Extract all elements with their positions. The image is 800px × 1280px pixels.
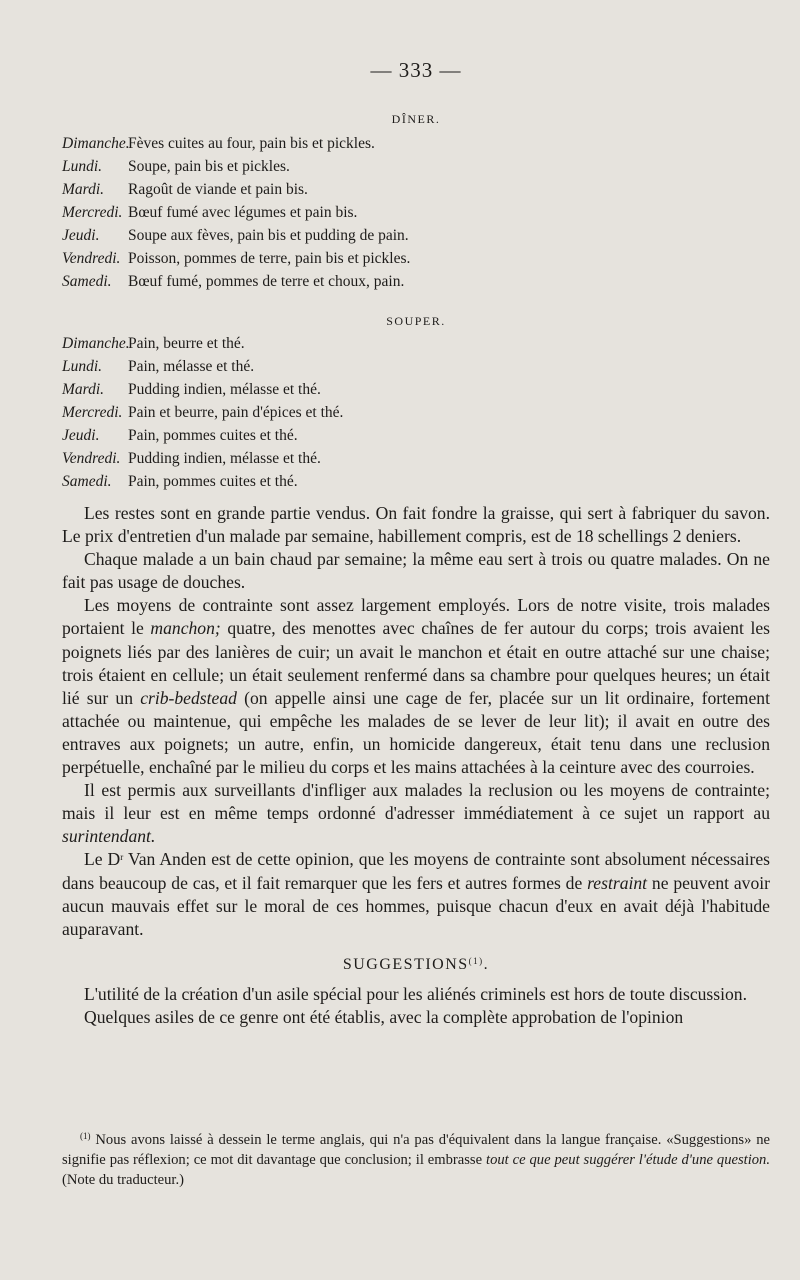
text-run: Van Anden est de cette opinion, que les moyens de contrainte sont absolument nécessaires dans beaucoup de cas, et il fait remarquer que les fers et autres formes de (62, 849, 770, 893)
menu-day: Mercredi. (62, 404, 123, 421)
text-run: Le D (84, 849, 121, 870)
menu-food: Pain, mélasse et thé. (128, 358, 255, 375)
section-title-suggestions: SUGGESTIONS$^{(1)}$. (342, 955, 490, 973)
menu-row (62, 201, 770, 224)
text-run: Nous avons laissé à dessein le terme anglais, qui n'a pas d'équivalent dans la langue française. «Suggestions» ne signifie pas réflexion; ce mot dit davantage que conclusion; il embrasse (62, 1132, 770, 1168)
menu-row (62, 424, 770, 447)
footnote-italic: tout ce que peut suggérer l'étude d'une question. (486, 1152, 770, 1168)
menu-row (62, 224, 770, 247)
menu-food: Pain, pommes cuites et thé. (128, 427, 298, 444)
menu-day: Lundi. (62, 158, 103, 175)
menu-day: Samedi. (62, 473, 112, 490)
menu-row (62, 155, 770, 178)
body-text (62, 502, 770, 1029)
menu-food: Ragoût de viande et pain bis. (128, 181, 308, 198)
footnote (62, 1130, 770, 1190)
footnote-paragraph (62, 1130, 770, 1190)
menu-day: Dimanche. (62, 135, 130, 152)
paragraph-contrainte (62, 594, 770, 779)
superscript: r (120, 852, 124, 863)
menu-day: Mardi. (62, 181, 105, 198)
footnote-mark: (1) (80, 1131, 91, 1141)
menu-food: Soupe, pain bis et pickles. (128, 158, 290, 175)
text-run: (Note du traducteur.) (62, 1172, 184, 1188)
menu-row (62, 332, 770, 355)
menu-row (62, 178, 770, 201)
menu-food: Bœuf fumé, pommes de terre et choux, pain. (128, 273, 405, 290)
italic-term-crib-bedstead: crib-bedstead (140, 687, 237, 708)
menu-food: Pudding indien, mélasse et thé. (128, 381, 321, 398)
section-title-diner: DÎNER. (391, 112, 441, 126)
italic-term-surintendant: surintendant. (62, 826, 156, 847)
menu-food: Pain, beurre et thé. (128, 335, 245, 352)
paragraph-van-anden (62, 848, 770, 940)
menu-souper (62, 332, 770, 493)
menu-day: Vendredi. (62, 450, 121, 467)
paragraph-asiles: Quelques asiles de ce genre ont été établis, avec la complète approbation de l'opinion (84, 1006, 684, 1027)
menu-day: Lundi. (62, 358, 103, 375)
menu-day: Jeudi. (62, 227, 100, 244)
page-number: — 333 — (370, 58, 462, 82)
section-title-text: SUGGESTIONS (342, 955, 469, 973)
italic-term-restraint: restraint (587, 872, 648, 893)
paragraph-utilite: L'utilité de la création d'un asile spécial pour les aliénés criminels est hors de toute discussion. (84, 983, 747, 1004)
menu-food: Fèves cuites au four, pain bis et pickles. (128, 135, 375, 152)
text-run: Il est permis aux surveillants d'infliger aux malades la reclusion ou les moyens de contrainte; mais il leur est en même temps ordonné d'adresser immédiatement à ce sujet un rapport au (62, 780, 770, 824)
menu-row (62, 270, 770, 293)
menu-row (62, 132, 770, 155)
paragraph-bain: Chaque malade a un bain chaud par semaine; la même eau sert à trois ou quatre malades. On ne fait pas usage de douches. (62, 549, 770, 593)
text-run: quatre, des menottes avec chaînes de fer autour du corps; trois avaient les poignets liés par des lanières de cuir; un avait le manchon et était en outre attaché sur une chaise; trois étaient en cellule; un était seulement renfermé dans sa chambre pour quelques heures; un était lié sur un (62, 618, 770, 708)
menu-day: Dimanche. (62, 335, 130, 352)
menu-row (62, 447, 770, 470)
menu-row (62, 355, 770, 378)
paragraph-surveillants (62, 779, 770, 848)
book-page (62, 0, 770, 1280)
text-run: (on appelle ainsi une cage de fer, placée sur un lit ordinaire, fortement attachée ou maintenue, qui empêche les malades de se lever de leur lit); il avait en outre des entraves aux poignets; un autre, enfin, un homicide dangereux, était tenu dans une reclusion perpétuelle, enchaîné par le milieu du corps et les mains attachées à la ceinture avec des courroies. (62, 687, 770, 778)
text-run: Les moyens de contrainte sont assez largement employés. Lors de notre visite, trois malades portaient le (62, 595, 770, 639)
menu-day: Samedi. (62, 273, 112, 290)
menu-diner (62, 132, 770, 293)
text-run: ne peuvent avoir aucun mauvais effet sur le moral de ces hommes, puisque chacun d'eux en avait déjà l'habitude auparavant. (62, 872, 770, 939)
menu-row (62, 378, 770, 401)
footnote-reference: (1) (468, 955, 484, 966)
menu-day: Jeudi. (62, 427, 100, 444)
menu-food: Pain, pommes cuites et thé. (128, 473, 298, 490)
paragraph-restes: Les restes sont en grande partie vendus. On fait fondre la graisse, qui sert à fabriquer du savon. Le prix d'entretien d'un malade par semaine, habillement compris, est de 18 schellings 2 deniers. (62, 503, 770, 547)
menu-food: Bœuf fumé avec légumes et pain bis. (128, 204, 358, 221)
menu-row (62, 470, 770, 493)
menu-row (62, 247, 770, 270)
menu-food: Poisson, pommes de terre, pain bis et pickles. (128, 250, 411, 267)
menu-day: Vendredi. (62, 250, 121, 267)
menu-row (62, 401, 770, 424)
section-title-souper: SOUPER. (386, 314, 446, 328)
menu-day: Mardi. (62, 381, 105, 398)
menu-day: Mercredi. (62, 204, 123, 221)
menu-food: Pain et beurre, pain d'épices et thé. (128, 404, 344, 421)
menu-food: Soupe aux fèves, pain bis et pudding de pain. (128, 227, 409, 244)
menu-food: Pudding indien, mélasse et thé. (128, 450, 321, 467)
italic-term-manchon: manchon; (150, 618, 221, 639)
